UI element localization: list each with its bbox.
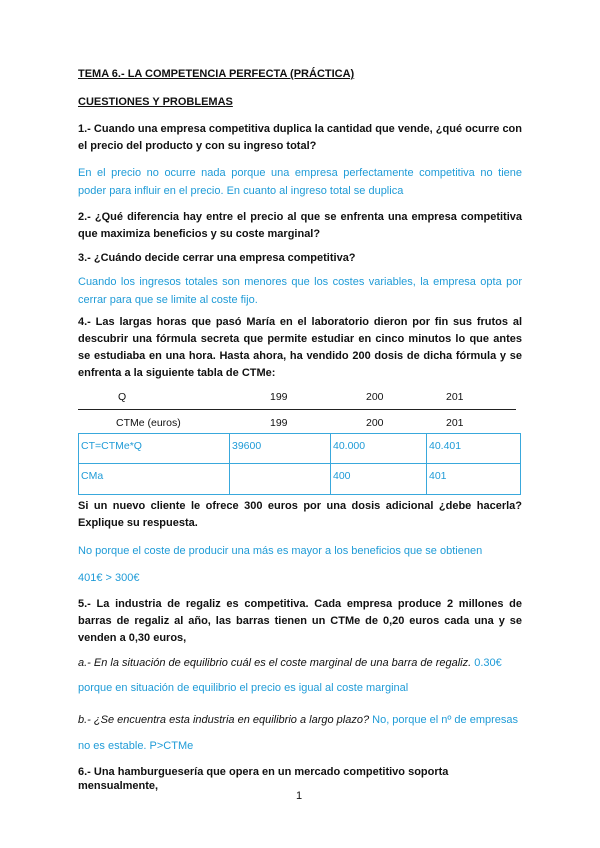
table-cell — [229, 463, 331, 495]
answer-3: Cuando los ingresos totales son menores que los costes variables, la empresa opta por cerrar para que se limite al coste fijo. — [78, 276, 522, 306]
table-header-q: Q — [118, 391, 127, 403]
table-cell: 199 — [270, 417, 288, 429]
question-5b: b.- ¿Se encuentra esta industria en equilibrio a largo plazo? — [78, 714, 370, 726]
question-2: 2.- ¿Qué diferencia hay entre el precio al que se enfrenta una empresa competitiva que maximiza beneficios y su coste marginal? — [78, 211, 522, 240]
answer-5b-explanation: no es estable. P>CTMe — [78, 740, 194, 752]
question-5a: a.- En la situación de equilibrio cuál es el coste marginal de una barra de regaliz. — [78, 657, 472, 669]
answer-5b: No, porque el nº de empresas — [369, 714, 519, 726]
question-5: 5.- La industria de regaliz es competitiva. Cada empresa produce 2 millones de barras de regaliz al año, las barras tienen un CTMe de 0,20 euros cada una y se venden a 0,30 euros, — [78, 598, 522, 644]
table-header-201: 201 — [446, 391, 464, 403]
table-header-divider — [78, 409, 516, 410]
answer-table — [78, 433, 521, 495]
table-cell: 201 — [446, 417, 464, 429]
section-heading: CUESTIONES Y PROBLEMAS — [78, 96, 233, 108]
page-number: 1 — [296, 790, 303, 802]
table-cell: 401 — [426, 463, 521, 495]
answer-5a: 0.30€ — [471, 657, 502, 669]
table-cell: CTMe (euros) — [116, 417, 181, 429]
question-6: 6.- Una hamburguesería que opera en un mercado competitivo soporta mensualmente, — [78, 766, 449, 792]
page-title: TEMA 6.- LA COMPETENCIA PERFECTA (PRÁCTICA) — [78, 68, 355, 80]
answer-1: En el precio no ocurre nada porque una empresa perfectamente competitiva no tiene poder para influir en el precio. En cuanto al ingreso total se duplica — [78, 167, 522, 197]
question-1: 1.- Cuando una empresa competitiva duplica la cantidad que vende, ¿qué ocurre con el precio del producto y con su ingreso total? — [78, 123, 522, 152]
answer-4: No porque el coste de producir una más es mayor a los beneficios que se obtienen — [78, 545, 483, 557]
table-cell: CMa — [78, 463, 230, 495]
table-cell: CT=CTMe*Q — [78, 433, 230, 464]
table-header-200: 200 — [366, 391, 384, 403]
table-cell: 39600 — [229, 433, 331, 464]
question-5b-line — [78, 713, 522, 727]
question-5a-line — [78, 656, 522, 670]
question-4-followup: Si un nuevo cliente le ofrece 300 euros por una dosis adicional ¿debe hacerla? Explique su respuesta. — [78, 500, 522, 529]
table-header-199: 199 — [270, 391, 288, 403]
answer-4-inequality: 401€ > 300€ — [78, 572, 140, 584]
table-cell: 40.401 — [426, 433, 521, 464]
table-cell: 200 — [366, 417, 384, 429]
table-cell: 40.000 — [330, 433, 427, 464]
answer-5a-explanation: porque en situación de equilibrio el precio es igual al coste marginal — [78, 682, 409, 694]
question-3: 3.- ¿Cuándo decide cerrar una empresa competitiva? — [78, 252, 356, 264]
question-4: 4.- Las largas horas que pasó María en el laboratorio dieron por fin sus frutos al descubrir una fórmula secreta que permite estudiar en cinco minutos lo que antes se estudiaba en una hora. Hasta ahora, ha vendido 200 dosis de dicha fórmula y se enfrenta a la siguiente tabla de CTMe: — [78, 316, 522, 379]
table-cell: 400 — [330, 463, 427, 495]
